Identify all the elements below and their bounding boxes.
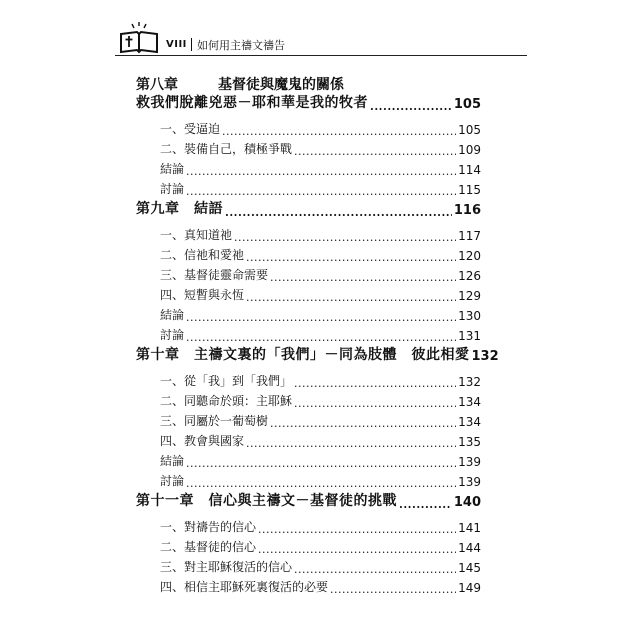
toc-item-row[interactable] <box>160 452 481 469</box>
chapter-number: 第八章 <box>136 77 178 93</box>
toc-item-row[interactable] <box>160 392 481 409</box>
toc-item-row[interactable] <box>160 160 481 177</box>
item-label: 二、基督徒的信心 <box>160 540 257 554</box>
page-number: 115 <box>458 183 481 197</box>
page-number: 135 <box>458 435 481 449</box>
page-number: 132 <box>458 375 481 389</box>
toc-item-row[interactable] <box>160 306 481 323</box>
toc-item-row[interactable] <box>160 578 481 595</box>
page-number: 117 <box>458 229 481 243</box>
chapter-number: 第十章 <box>136 347 180 363</box>
toc-item-row[interactable] <box>160 266 481 283</box>
running-book-title: 如何用主禱文禱告 <box>197 39 285 52</box>
page-number: 134 <box>458 415 481 429</box>
page-number: 105 <box>458 123 481 137</box>
page-number: 129 <box>458 289 481 303</box>
leader-dots <box>294 377 456 389</box>
chapter-title: 結語 <box>194 201 223 217</box>
page-number: 149 <box>458 581 481 595</box>
toc-item-row[interactable] <box>160 558 481 575</box>
page-number: 144 <box>458 541 481 555</box>
header-rule <box>115 55 527 56</box>
toc-item-row[interactable] <box>160 472 481 489</box>
leader-dots <box>186 331 456 343</box>
chapter-title: 基督徒與魔鬼的關係 <box>218 77 344 93</box>
page-number-roman: VIII <box>166 39 187 50</box>
item-label: 討論 <box>160 474 185 488</box>
item-label: 四、短暫與永恆 <box>160 288 245 302</box>
item-label: 二、信祂和愛祂 <box>160 248 245 262</box>
page-number: 126 <box>458 269 481 283</box>
toc-item-row[interactable] <box>160 432 481 449</box>
item-label: 討論 <box>160 182 185 196</box>
item-label: 三、同屬於一葡萄樹 <box>160 414 269 428</box>
item-label: 結論 <box>160 308 185 322</box>
page-number: 120 <box>458 249 481 263</box>
leader-dots <box>246 251 456 263</box>
chapter-heading <box>136 198 223 218</box>
item-label: 二、同聽命於頭：主耶穌 <box>160 394 293 408</box>
leader-dots <box>186 165 456 177</box>
item-label: 討論 <box>160 328 185 342</box>
leader-dots <box>258 523 456 535</box>
page-number: 114 <box>458 163 481 177</box>
item-label: 三、基督徒靈命需要 <box>160 268 269 282</box>
leader-dots <box>330 583 456 595</box>
chapter-title: 信心與主禱文－基督徒的挑戰 <box>208 493 397 509</box>
leader-dots <box>258 543 456 555</box>
page-number: 130 <box>458 309 481 323</box>
page-number: 134 <box>458 395 481 409</box>
leader-dots <box>294 397 456 409</box>
leader-dots <box>225 204 452 218</box>
leader-dots <box>186 311 456 323</box>
item-label: 四、教會與國家 <box>160 434 245 448</box>
toc-chapter-row[interactable] <box>136 490 481 510</box>
chapter-number: 第十一章 <box>136 493 194 509</box>
item-label: 一、對禱告的信心 <box>160 520 257 534</box>
toc-item-row[interactable] <box>160 372 481 389</box>
header-separator <box>191 38 192 51</box>
item-label: 一、真知道祂 <box>160 228 233 242</box>
toc-chapter-row[interactable] <box>136 92 481 112</box>
chapter-heading <box>136 490 397 510</box>
leader-dots <box>246 437 456 449</box>
leader-dots <box>370 98 452 112</box>
leader-dots <box>234 231 456 243</box>
page-number: 140 <box>453 495 481 510</box>
toc-item-row[interactable] <box>160 140 481 157</box>
chapter-title: 主禱文裏的「我們」－同為肢體 彼此相愛 <box>194 347 470 363</box>
leader-dots <box>270 271 456 283</box>
leader-dots <box>399 496 452 510</box>
item-label: 一、從「我」到「我們」 <box>160 374 293 388</box>
toc-chapter-row[interactable] <box>136 344 499 364</box>
leader-dots <box>294 563 456 575</box>
leader-dots <box>186 477 456 489</box>
toc-item-row[interactable] <box>160 518 481 535</box>
page-number: 131 <box>458 329 481 343</box>
item-label: 結論 <box>160 454 185 468</box>
item-label: 結論 <box>160 162 185 176</box>
toc-chapter-row[interactable] <box>136 198 481 218</box>
open-bible-icon <box>115 20 163 56</box>
page-number: 105 <box>453 97 481 112</box>
toc-item-row[interactable] <box>160 246 481 263</box>
chapter-heading <box>136 74 344 94</box>
page-number: 109 <box>458 143 481 157</box>
toc-item-row[interactable] <box>160 326 481 343</box>
chapter-number: 第九章 <box>136 201 180 217</box>
item-label: 一、受逼迫 <box>160 122 221 136</box>
page-number: 116 <box>453 203 481 218</box>
page-number: 132 <box>471 349 499 364</box>
leader-dots <box>246 291 456 303</box>
chapter-subtitle: 救我們脫離兇惡－耶和華是我的牧者 <box>136 95 368 111</box>
item-label: 四、相信主耶穌死裏復活的必要 <box>160 580 329 594</box>
leader-dots <box>270 417 456 429</box>
page-number: 145 <box>458 561 481 575</box>
toc-item-row[interactable] <box>160 226 481 243</box>
leader-dots <box>186 457 456 469</box>
leader-dots <box>222 125 456 137</box>
toc-item-row[interactable] <box>160 286 481 303</box>
toc-item-row[interactable] <box>160 180 481 197</box>
page-number: 139 <box>458 455 481 469</box>
page-number: 139 <box>458 475 481 489</box>
leader-dots <box>186 185 456 197</box>
item-label: 二、裝備自己，積極爭戰 <box>160 142 293 156</box>
toc-item-row[interactable] <box>160 412 481 429</box>
page-number: 141 <box>458 521 481 535</box>
item-label: 三、對主耶穌復活的信心 <box>160 560 293 574</box>
toc-item-row[interactable] <box>160 120 481 137</box>
toc-item-row[interactable] <box>160 538 481 555</box>
leader-dots <box>294 145 456 157</box>
chapter-heading <box>136 344 470 364</box>
